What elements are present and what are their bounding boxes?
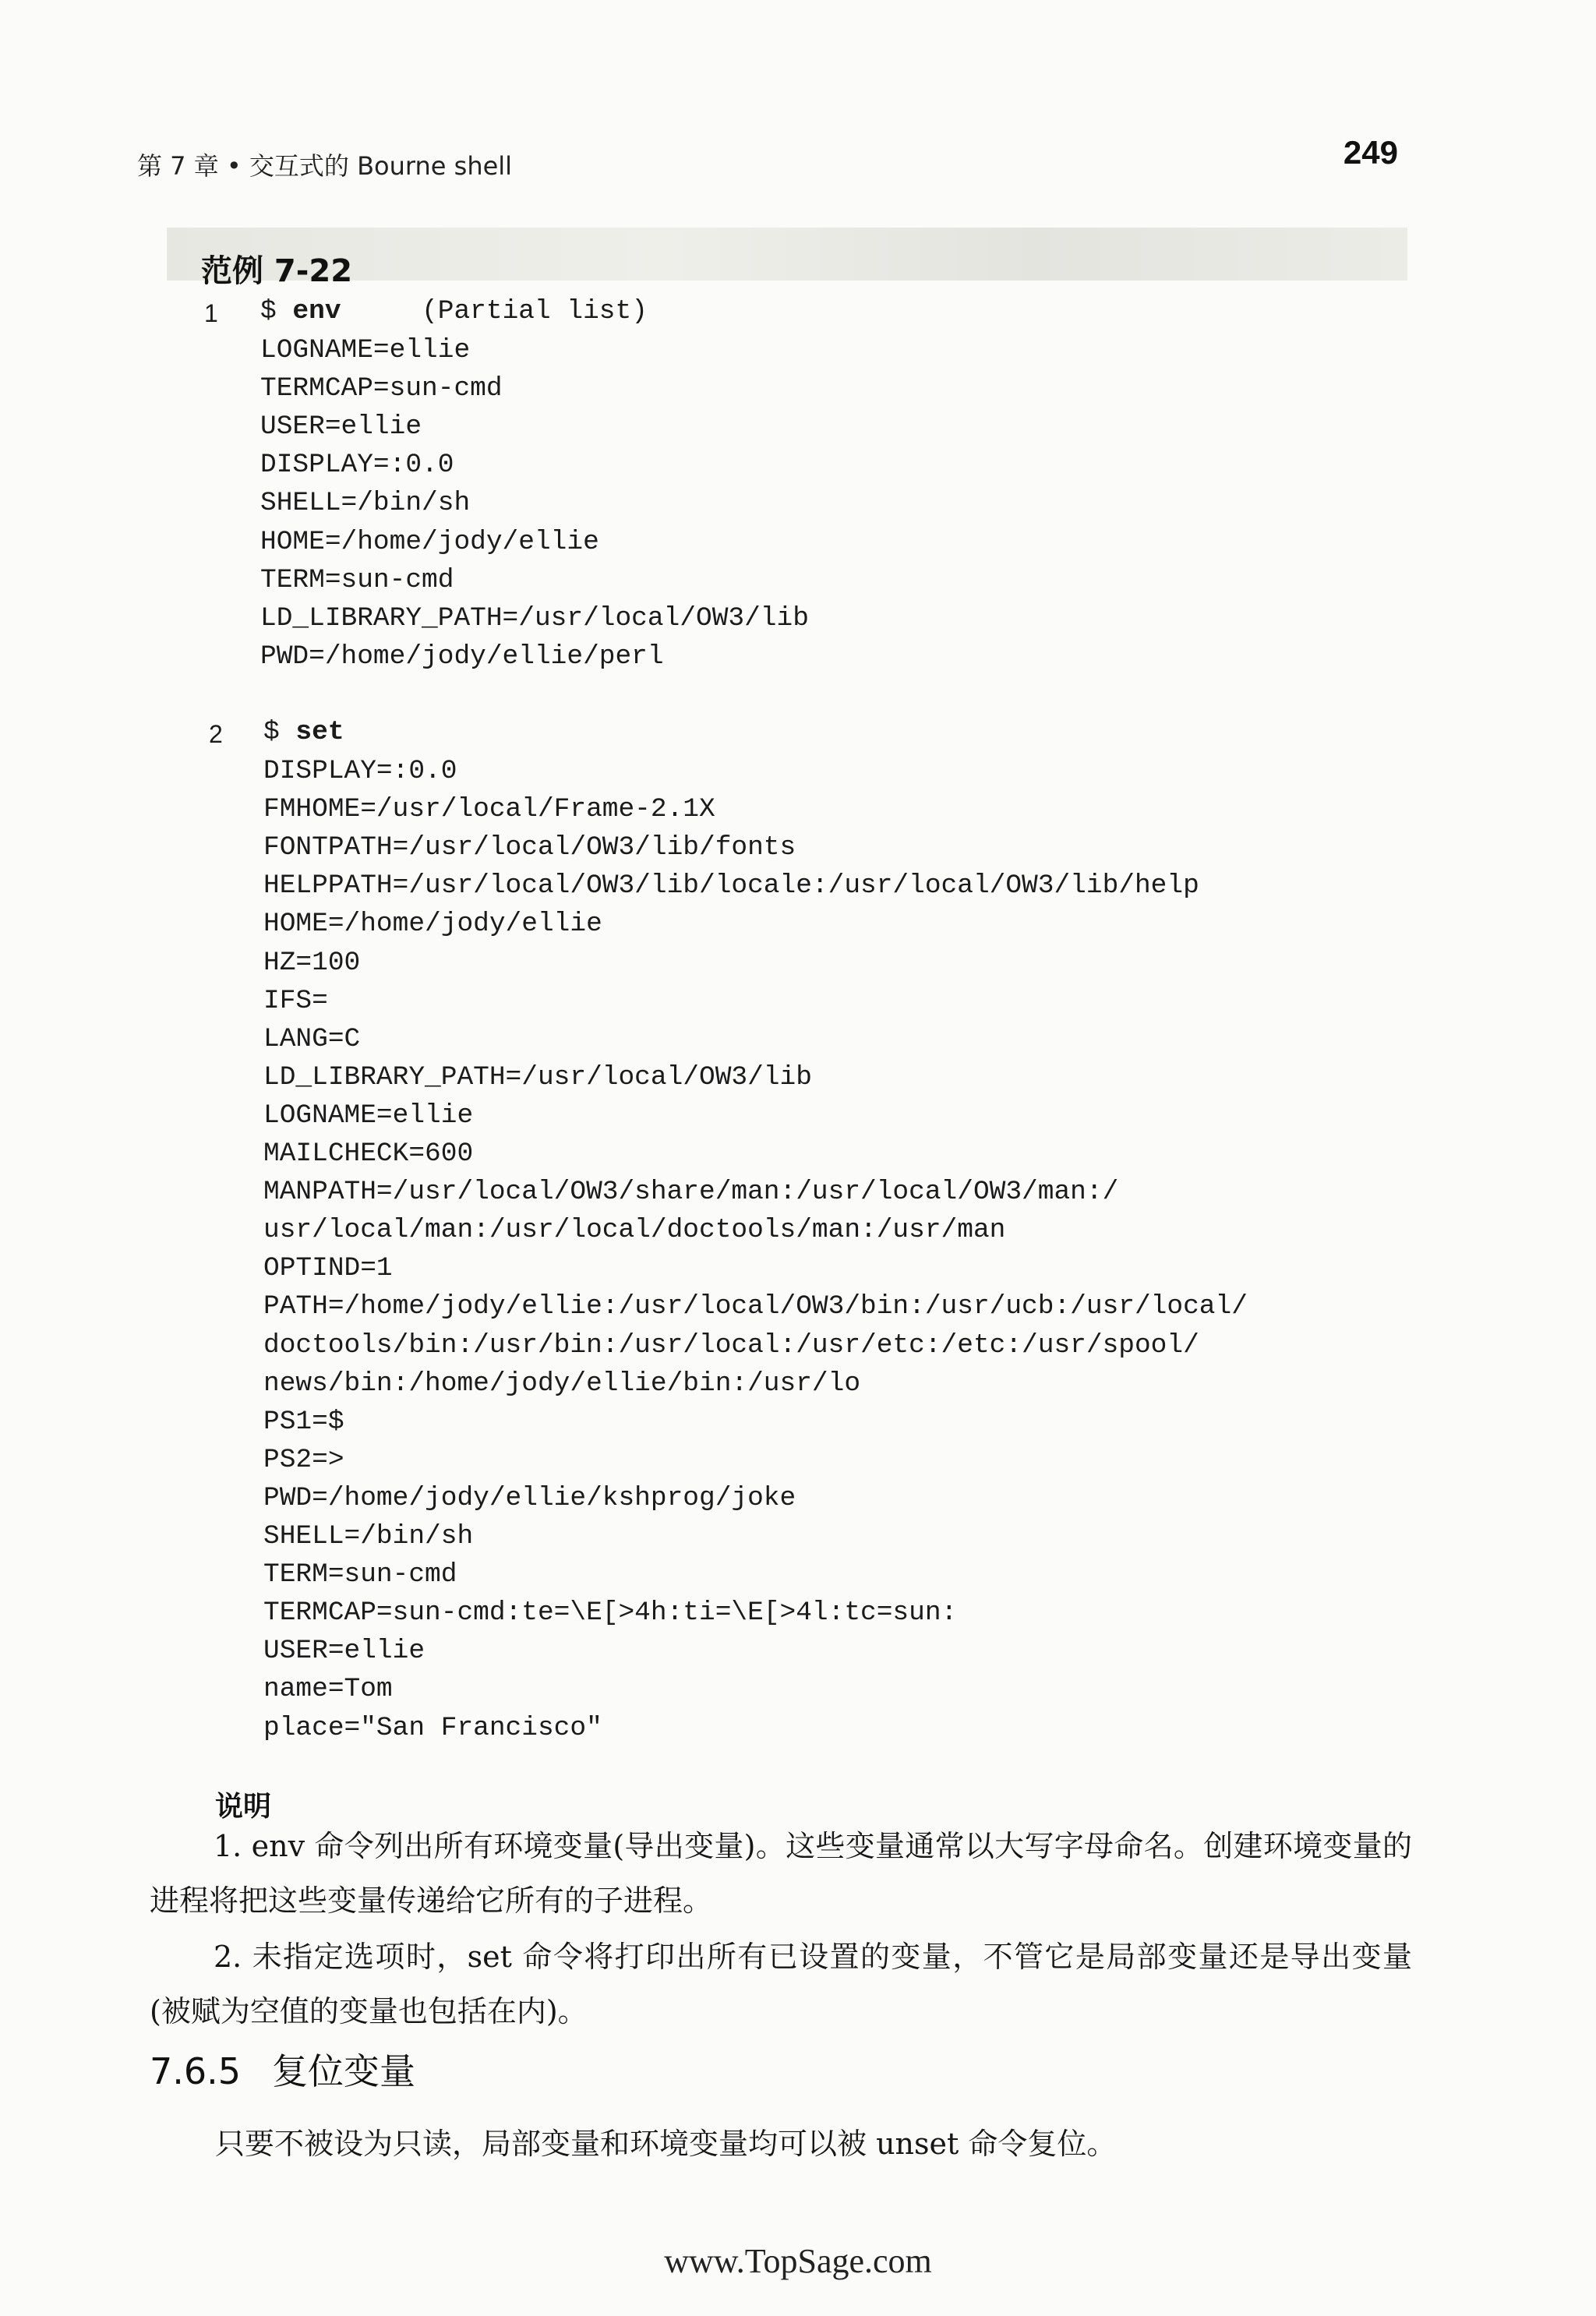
explanation-title: 说明	[215, 1791, 272, 1823]
set-output-line: PATH=/home/jody/ellie:/usr/local/OW3/bin:/usr/ucb:/usr/local/	[263, 1291, 1248, 1322]
set-output-line: USER=ellie	[263, 1636, 425, 1667]
set-output-line: PWD=/home/jody/ellie/kshprog/joke	[263, 1482, 796, 1513]
command-line-env	[260, 296, 648, 327]
set-output-line: OPTIND=1	[263, 1253, 393, 1284]
env-output-line: USER=ellie	[260, 411, 422, 443]
example-title-band	[167, 228, 1407, 281]
env-output-line: LD_LIBRARY_PATH=/usr/local/OW3/lib	[260, 602, 809, 634]
running-head: 第 7 章 • 交互式的 Bourne shell	[137, 151, 513, 181]
page-number: 249	[1343, 134, 1398, 171]
set-output-line: SHELL=/bin/sh	[263, 1521, 474, 1552]
explanation-paragraph-2: 2. 未指定选项时，set 命令将打印出所有已设置的变量，不管它是局部变量还是导出变量(被赋为空值的变量也包括在内)。	[150, 1940, 1412, 2028]
command-comment: (Partial list)	[341, 296, 648, 327]
section-text: 只要不被设为只读，局部变量和环境变量均可以被 unset 命令复位。	[215, 2127, 1117, 2161]
set-output-line: FMHOME=/usr/local/Frame-2.1X	[263, 794, 715, 825]
set-output-line: LANG=C	[263, 1023, 361, 1054]
set-output-line: MANPATH=/usr/local/OW3/share/man:/usr/local/OW3/man:/	[263, 1177, 1119, 1208]
step-number-2: 2	[209, 720, 223, 748]
set-output-line: DISPLAY=:0.0	[263, 756, 457, 786]
env-output-line: TERMCAP=sun-cmd	[260, 373, 503, 404]
env-output-line: TERM=sun-cmd	[260, 564, 454, 595]
example-title: 范例 7-22	[201, 253, 353, 289]
set-output-line: name=Tom	[263, 1674, 393, 1705]
set-output-line: PS1=$	[263, 1406, 344, 1437]
set-output-line: doctools/bin:/usr/bin:/usr/local:/usr/etc:/etc:/usr/spool/	[263, 1329, 1199, 1361]
env-output-line: SHELL=/bin/sh	[260, 488, 471, 519]
set-command: set	[295, 717, 344, 747]
section-title: 复位变量	[272, 2050, 416, 2092]
env-output-line: HOME=/home/jody/ellie	[260, 526, 599, 557]
set-output-line: LD_LIBRARY_PATH=/usr/local/OW3/lib	[263, 1061, 812, 1093]
set-output-line: FONTPATH=/usr/local/OW3/lib/fonts	[263, 832, 796, 863]
step-number-1: 1	[204, 299, 218, 327]
set-output-line: MAILCHECK=600	[263, 1139, 474, 1169]
prompt: $	[263, 717, 296, 747]
set-output-line: place="San Francisco"	[263, 1712, 602, 1743]
section-heading	[150, 2043, 415, 2095]
set-output-line: HOME=/home/jody/ellie	[263, 909, 602, 940]
prompt: $	[260, 296, 293, 327]
env-output-line: DISPLAY=:0.0	[260, 450, 454, 481]
set-output-line: TERMCAP=sun-cmd:te=\E[>4h:ti=\E[>4l:tc=sun:	[263, 1598, 958, 1629]
explanation-paragraph-1: 1. env 命令列出所有环境变量(导出变量)。这些变量通常以大写字母命名。创建环境变量的进程将把这些变量传递给它所有的子进程。	[150, 1829, 1412, 1918]
section-number: 7.6.5	[150, 2050, 242, 2092]
set-output-line: HZ=100	[263, 947, 361, 978]
set-output-line: usr/local/man:/usr/local/doctools/man:/usr/man	[263, 1215, 1006, 1246]
set-output-line: IFS=	[263, 985, 328, 1016]
env-command: env	[292, 296, 341, 327]
env-output-line: PWD=/home/jody/ellie/perl	[260, 641, 664, 672]
set-output-line: PS2=>	[263, 1444, 344, 1475]
set-output-line: LOGNAME=ellie	[263, 1100, 474, 1131]
set-output-line: TERM=sun-cmd	[263, 1559, 457, 1590]
footer-url: www.TopSage.com	[664, 2242, 932, 2280]
set-output-line: HELPPATH=/usr/local/OW3/lib/locale:/usr/local/OW3/lib/help	[263, 870, 1199, 902]
env-output-line: LOGNAME=ellie	[260, 335, 471, 365]
command-line-set	[263, 717, 344, 747]
set-output-line: news/bin:/home/jody/ellie/bin:/usr/lo	[263, 1368, 861, 1399]
